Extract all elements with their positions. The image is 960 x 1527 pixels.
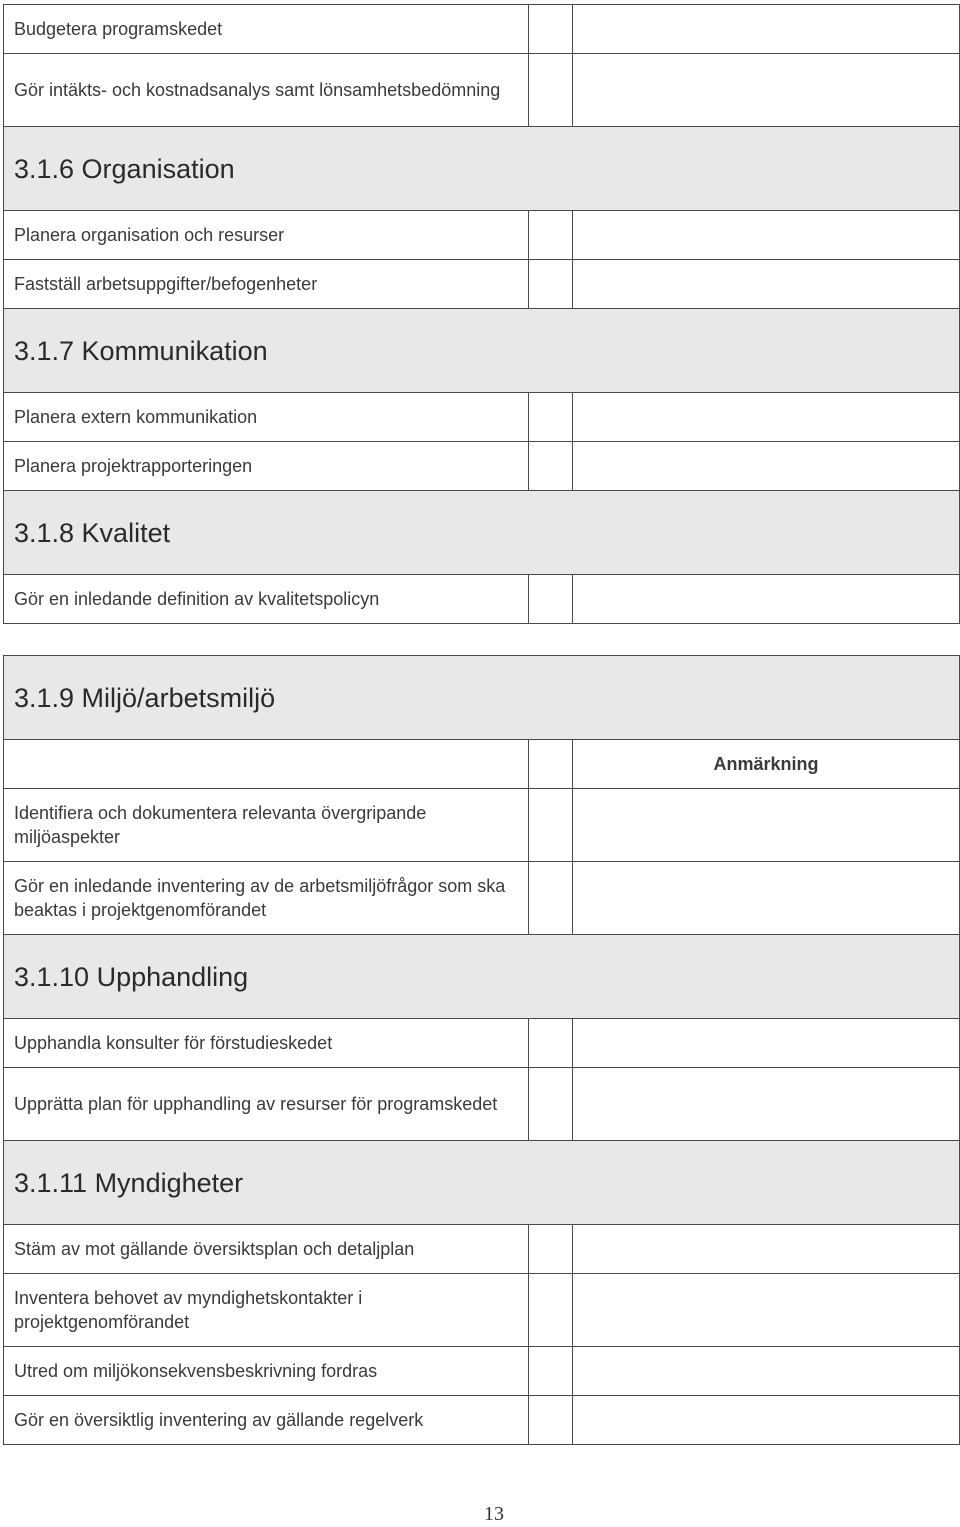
header-row	[4, 740, 960, 789]
task-label: Stäm av mot gällande översiktsplan och detaljplan	[4, 1225, 529, 1274]
task-row	[4, 5, 960, 54]
remark-cell[interactable]	[573, 1068, 960, 1141]
remark-cell[interactable]	[573, 1274, 960, 1347]
task-row	[4, 1274, 960, 1347]
remark-cell[interactable]	[573, 1396, 960, 1445]
remark-cell[interactable]	[573, 5, 960, 54]
section-row	[4, 309, 960, 393]
task-label: Identifiera och dokumentera relevanta övergripande miljöaspekter	[4, 789, 529, 862]
task-row	[4, 260, 960, 309]
empty-header-cell	[529, 740, 573, 789]
check-cell[interactable]	[529, 393, 573, 442]
section-row	[4, 656, 960, 740]
remark-cell[interactable]	[573, 1019, 960, 1068]
check-cell[interactable]	[529, 862, 573, 935]
task-row	[4, 54, 960, 127]
remark-cell[interactable]	[573, 862, 960, 935]
task-row	[4, 393, 960, 442]
section-heading: 3.1.8 Kvalitet	[4, 491, 960, 575]
remark-cell[interactable]	[573, 1225, 960, 1274]
checklist-table-top	[3, 4, 960, 624]
task-label: Gör intäkts- och kostnadsanalys samt lönsamhetsbedömning	[4, 54, 529, 127]
section-heading: 3.1.6 Organisation	[4, 127, 960, 211]
task-label: Upphandla konsulter för förstudieskedet	[4, 1019, 529, 1068]
task-label: Budgetera programskedet	[4, 5, 529, 54]
task-label: Upprätta plan för upphandling av resurser för programskedet	[4, 1068, 529, 1141]
section-heading: 3.1.7 Kommunikation	[4, 309, 960, 393]
task-row	[4, 211, 960, 260]
check-cell[interactable]	[529, 54, 573, 127]
remark-cell[interactable]	[573, 789, 960, 862]
section-row	[4, 935, 960, 1019]
section-row	[4, 127, 960, 211]
remark-cell[interactable]	[573, 211, 960, 260]
task-label: Gör en inledande inventering av de arbetsmiljöfrågor som ska beaktas i projektgenomförandet	[4, 862, 529, 935]
task-row	[4, 1019, 960, 1068]
check-cell[interactable]	[529, 5, 573, 54]
task-label: Planera extern kommunikation	[4, 393, 529, 442]
check-cell[interactable]	[529, 260, 573, 309]
task-label: Fastställ arbetsuppgifter/befogenheter	[4, 260, 529, 309]
task-label: Gör en inledande definition av kvalitetspolicyn	[4, 575, 529, 624]
task-label: Inventera behovet av myndighetskontakter i projektgenomförandet	[4, 1274, 529, 1347]
section-heading: 3.1.10 Upphandling	[4, 935, 960, 1019]
section-heading: 3.1.11 Myndigheter	[4, 1141, 960, 1225]
task-row	[4, 1347, 960, 1396]
task-row	[4, 1068, 960, 1141]
task-row	[4, 1225, 960, 1274]
remark-cell[interactable]	[573, 260, 960, 309]
remark-cell[interactable]	[573, 54, 960, 127]
section-heading: 3.1.9 Miljö/arbetsmiljö	[4, 656, 960, 740]
section-row	[4, 491, 960, 575]
task-row	[4, 1396, 960, 1445]
check-cell[interactable]	[529, 1225, 573, 1274]
remark-cell[interactable]	[573, 575, 960, 624]
remark-cell[interactable]	[573, 442, 960, 491]
check-cell[interactable]	[529, 211, 573, 260]
task-label: Planera projektrapporteringen	[4, 442, 529, 491]
check-cell[interactable]	[529, 1396, 573, 1445]
checklist-table-bottom	[3, 655, 960, 1445]
task-label: Gör en översiktlig inventering av gällande regelverk	[4, 1396, 529, 1445]
check-cell[interactable]	[529, 1347, 573, 1396]
task-row	[4, 575, 960, 624]
task-row	[4, 862, 960, 935]
remark-cell[interactable]	[573, 393, 960, 442]
check-cell[interactable]	[529, 789, 573, 862]
check-cell[interactable]	[529, 442, 573, 491]
check-cell[interactable]	[529, 1068, 573, 1141]
task-row	[4, 789, 960, 862]
check-cell[interactable]	[529, 1274, 573, 1347]
section-row	[4, 1141, 960, 1225]
empty-header-cell	[4, 740, 529, 789]
check-cell[interactable]	[529, 1019, 573, 1068]
remark-column-header: Anmärkning	[573, 740, 960, 789]
check-cell[interactable]	[529, 575, 573, 624]
task-label: Utred om miljökonsekvensbeskrivning fordras	[4, 1347, 529, 1396]
remark-cell[interactable]	[573, 1347, 960, 1396]
task-label: Planera organisation och resurser	[4, 211, 529, 260]
task-row	[4, 442, 960, 491]
page-number: 13	[484, 1503, 504, 1525]
